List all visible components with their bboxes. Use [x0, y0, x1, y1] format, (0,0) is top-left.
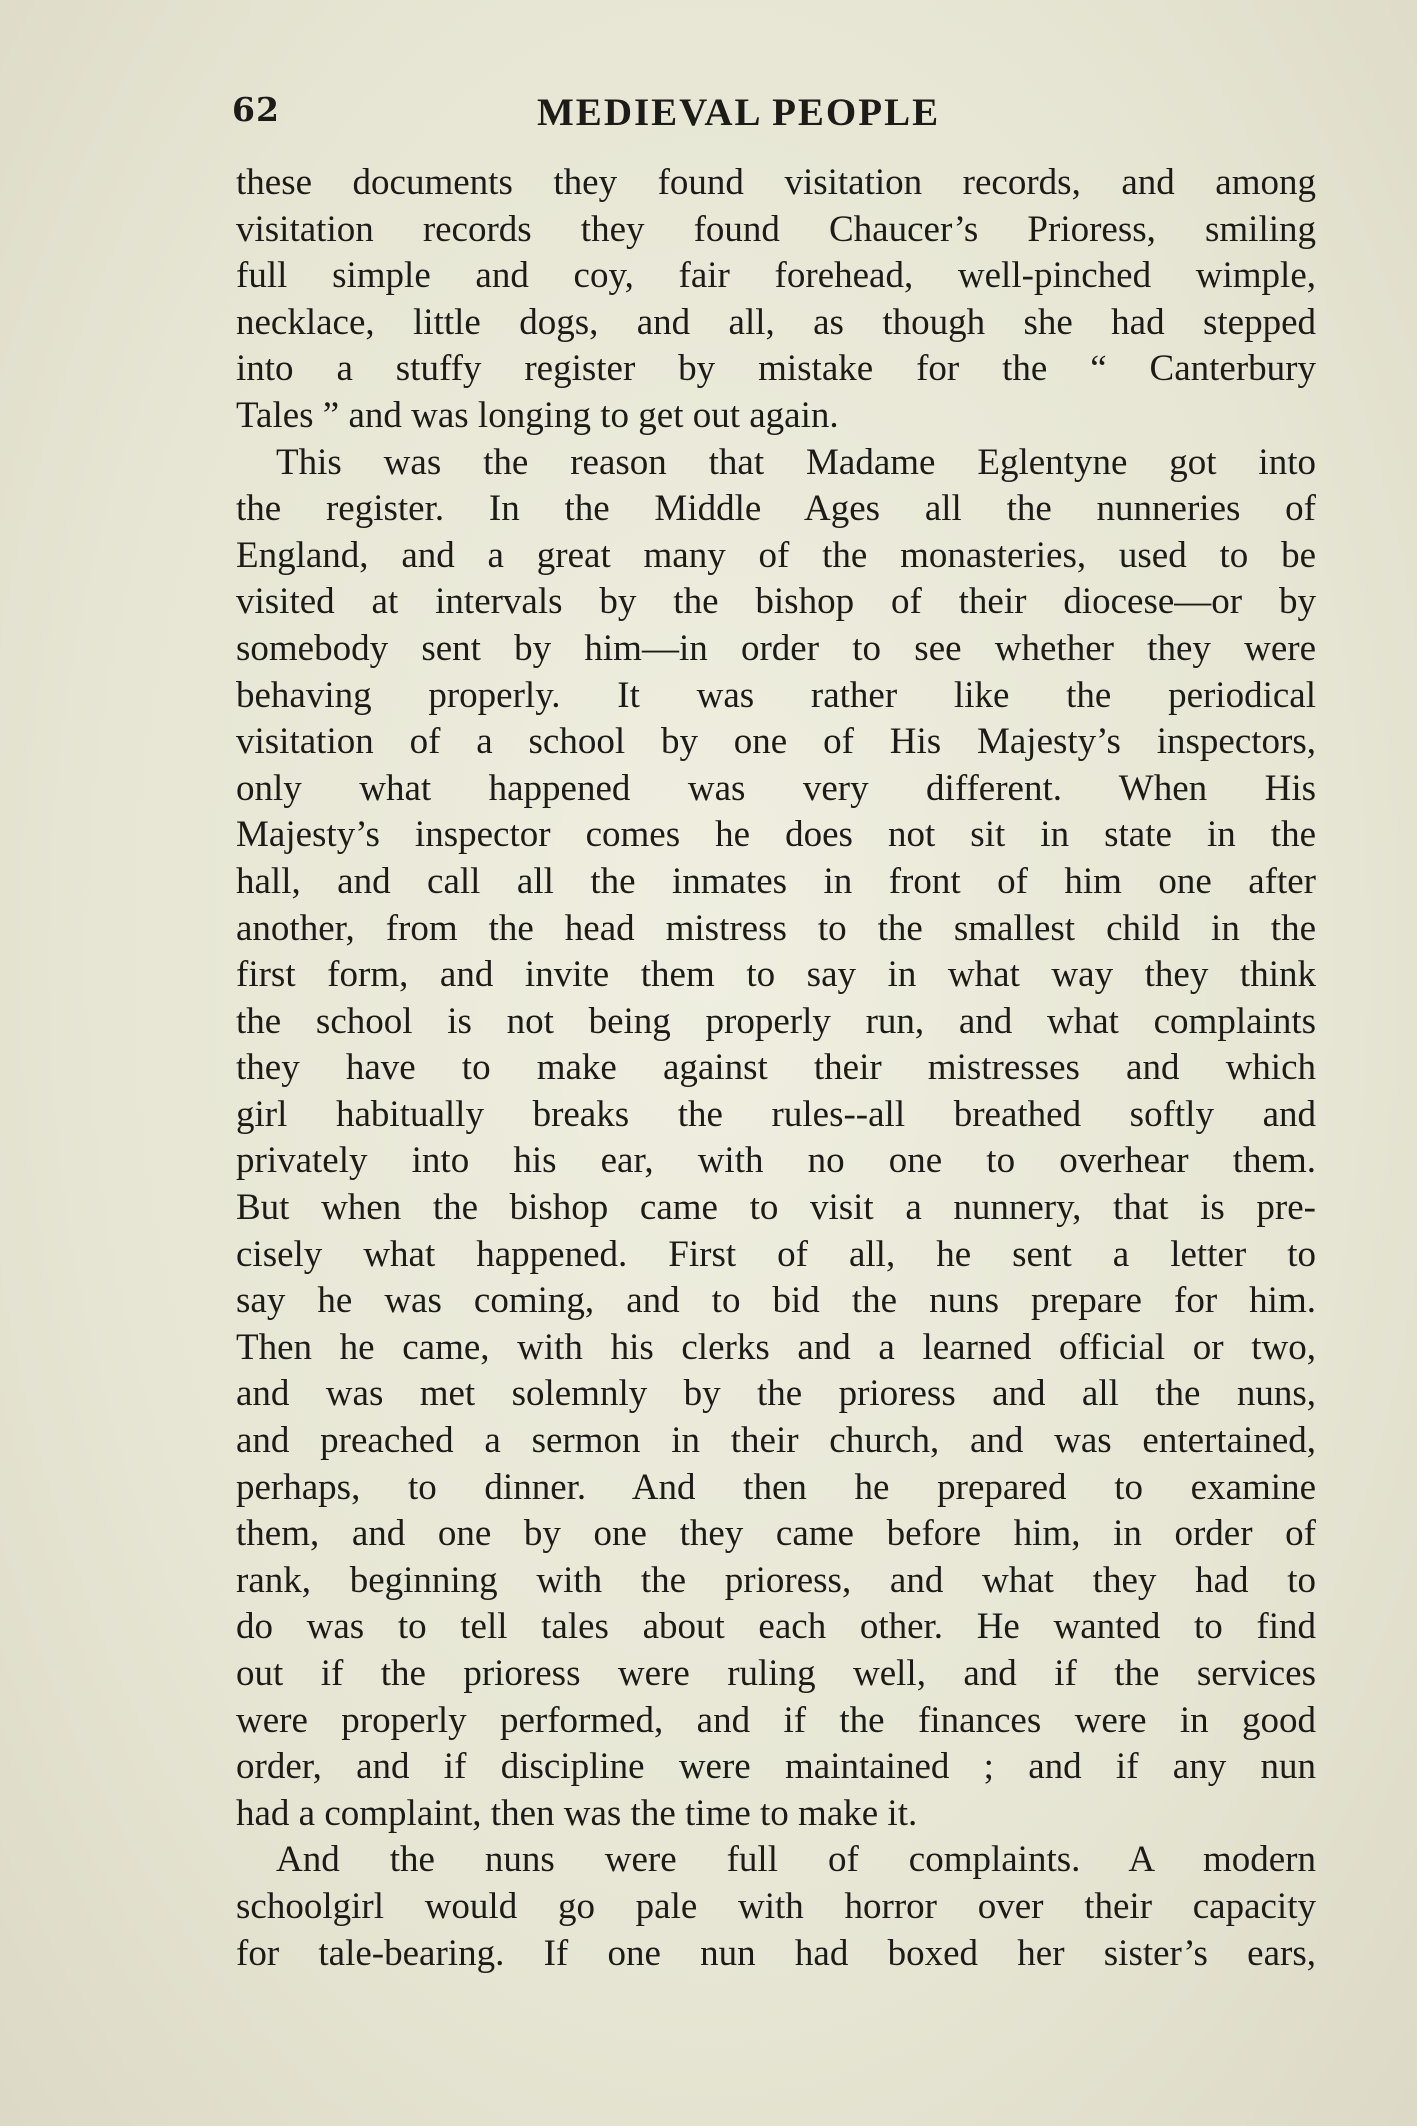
- text-line: perhaps, to dinner. And then he prepared to examine: [236, 1466, 1316, 1508]
- text-line: Majesty’s inspector comes he does not sit in state in the: [236, 814, 1316, 856]
- text-line: cisely what happened. First of all, he sent a letter to: [236, 1233, 1316, 1275]
- text-line: they have to make against their mistresses and which: [236, 1047, 1316, 1089]
- text-line: necklace, little dogs, and all, as though she had stepped: [236, 301, 1316, 343]
- page-number: 62: [232, 90, 280, 129]
- text-line: first form, and invite them to say in what way they think: [236, 954, 1316, 996]
- text-line: them, and one by one they came before him, in order of: [236, 1513, 1316, 1555]
- text-line: hall, and call all the inmates in front of him one after: [236, 860, 1316, 902]
- text-line: schoolgirl would go pale with horror over their capacity: [236, 1885, 1316, 1927]
- paragraph: [236, 1837, 1316, 1977]
- text-line: into a stuffy register by mistake for the “ Canterbury: [236, 348, 1316, 390]
- text-line: somebody sent by him—in order to see whether they were: [236, 627, 1316, 669]
- text-line: privately into his ear, with no one to overhear them.: [236, 1140, 1316, 1182]
- text-line: full simple and coy, fair forehead, well-pinched wimple,: [236, 255, 1316, 297]
- text-line: for tale-bearing. If one nun had boxed her sister’s ears,: [236, 1932, 1316, 1974]
- paragraph: [236, 160, 1316, 440]
- text-line: England, and a great many of the monasteries, used to be: [236, 534, 1316, 576]
- text-line: do was to tell tales about each other. He wanted to find: [236, 1606, 1316, 1648]
- text-line: behaving properly. It was rather like the periodical: [236, 674, 1316, 716]
- text-line: say he was coming, and to bid the nuns prepare for him.: [236, 1280, 1316, 1322]
- body-text: [236, 160, 1316, 1977]
- text-line: girl habitually breaks the rules--all breathed softly and: [236, 1093, 1316, 1135]
- text-line: And the nuns were full of complaints. A modern: [276, 1839, 1316, 1881]
- text-line: visitation of a school by one of His Majesty’s inspectors,: [236, 721, 1316, 763]
- text-line: and preached a sermon in their church, and was entertained,: [236, 1420, 1316, 1462]
- text-line: rank, beginning with the prioress, and what they had to: [236, 1559, 1316, 1601]
- text-line: order, and if discipline were maintained ; and if any nun: [236, 1746, 1316, 1788]
- text-line: Then he came, with his clerks and a learned official or two,: [236, 1326, 1316, 1368]
- text-line: visited at intervals by the bishop of their diocese—or by: [236, 581, 1316, 623]
- text-line: these documents they found visitation records, and among: [236, 162, 1316, 203]
- paragraph: [236, 440, 1316, 1838]
- text-line: had a complaint, then was the time to make it.: [236, 1792, 918, 1834]
- text-line: were properly performed, and if the finances were in good: [236, 1699, 1316, 1741]
- text-line: and was met solemnly by the prioress and all the nuns,: [236, 1373, 1316, 1415]
- text-line: This was the reason that Madame Eglentyne got into: [276, 441, 1316, 483]
- text-line: Tales ” and was longing to get out again.: [236, 394, 839, 436]
- text-line: But when the bishop came to visit a nunnery, that is pre-: [236, 1187, 1316, 1229]
- text-line: only what happened was very different. When His: [236, 767, 1316, 809]
- text-line: out if the prioress were ruling well, and if the services: [236, 1653, 1316, 1694]
- text-line: another, from the head mistress to the smallest child in the: [236, 907, 1316, 949]
- running-head: [232, 90, 1312, 146]
- running-title: MEDIEVAL PEOPLE: [537, 91, 941, 134]
- text-line: the school is not being properly run, and what complaints: [236, 1000, 1316, 1042]
- text-line: visitation records they found Chaucer’s Prioress, smiling: [236, 208, 1316, 250]
- text-line: the register. In the Middle Ages all the nunneries of: [236, 488, 1316, 530]
